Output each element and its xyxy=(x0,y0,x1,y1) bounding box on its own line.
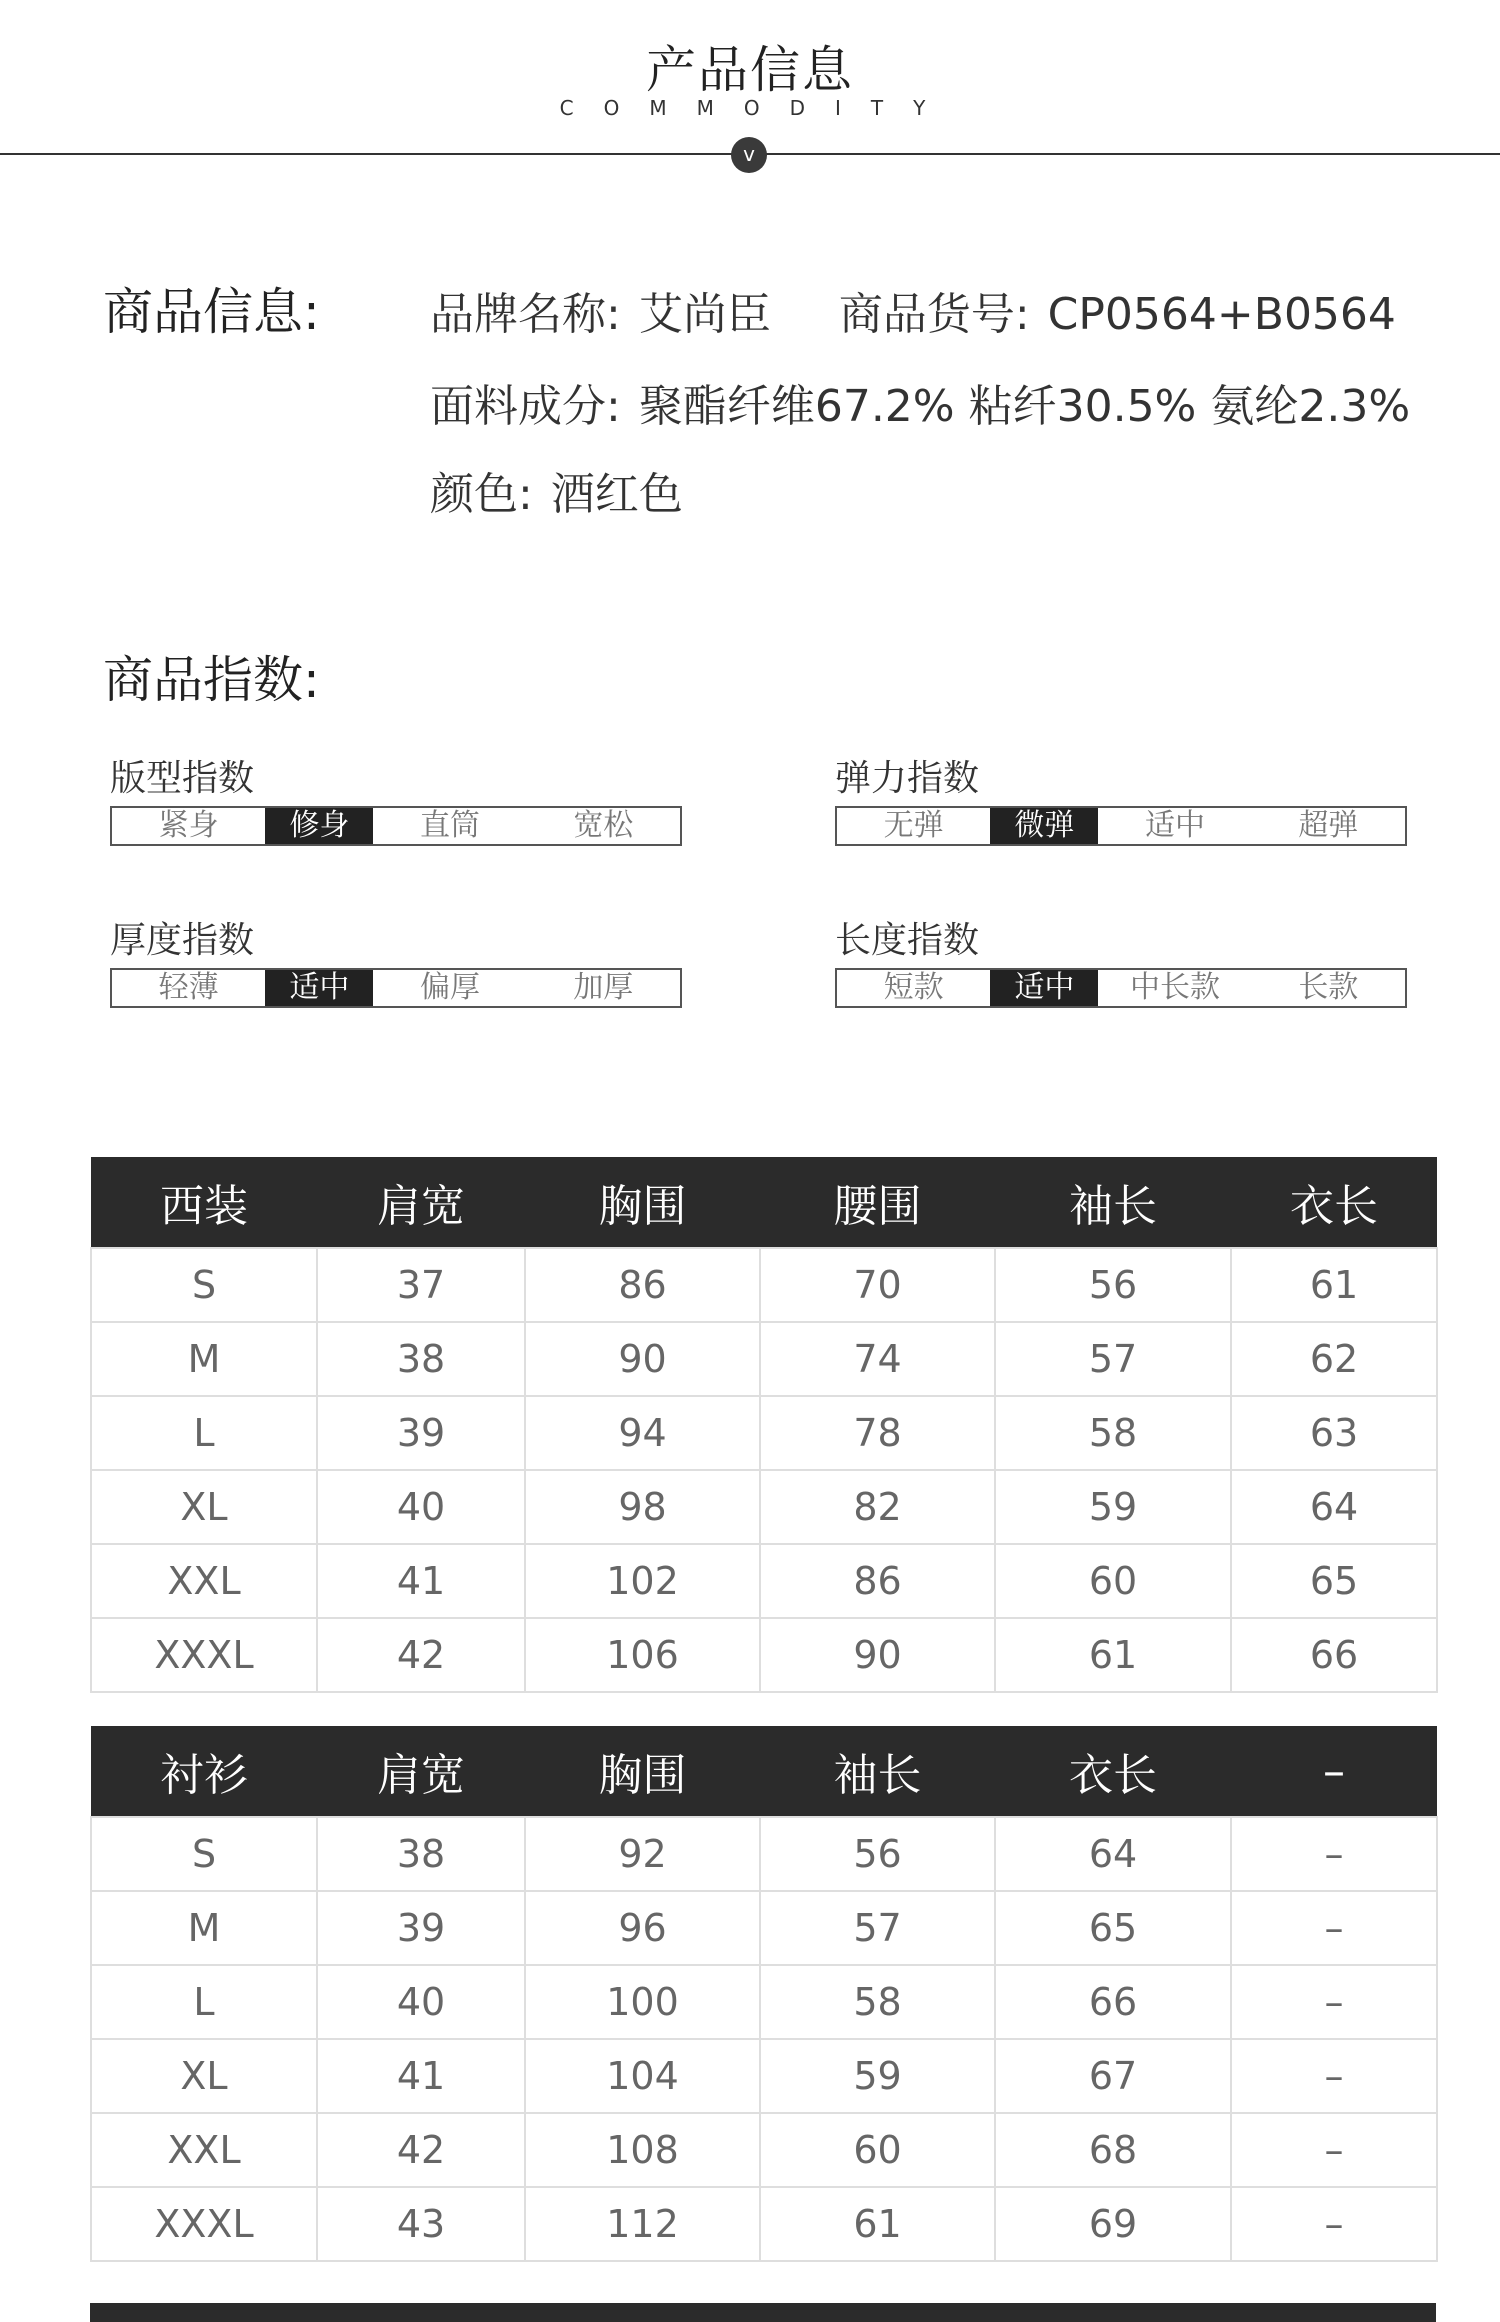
table-cell: 38 xyxy=(317,1817,525,1891)
index-label: 厚度指数 xyxy=(110,920,255,961)
table-cell: – xyxy=(1231,2039,1437,2113)
chevron-down-icon: v xyxy=(731,137,767,173)
index-scale xyxy=(110,968,682,1008)
table-cell: 63 xyxy=(1231,1396,1437,1470)
table-cell: 64 xyxy=(1231,1470,1437,1544)
table-cell: 74 xyxy=(760,1322,995,1396)
table-cell: 42 xyxy=(317,1618,525,1692)
table-cell: 65 xyxy=(995,1891,1231,1965)
table-cell: 66 xyxy=(1231,1618,1437,1692)
color-line xyxy=(430,458,683,522)
table-cell: – xyxy=(1231,2113,1437,2187)
table-row xyxy=(91,1965,1437,2039)
column-header: 衣长 xyxy=(1231,1157,1437,1248)
suit-size-table xyxy=(90,1157,1438,1693)
table-cell: 112 xyxy=(525,2187,760,2261)
index-option: 直筒 xyxy=(419,808,480,843)
table-cell: 39 xyxy=(317,1891,525,1965)
index-label: 弹力指数 xyxy=(835,758,980,799)
index-option: 长款 xyxy=(1298,970,1359,1005)
column-header: 衬衫 xyxy=(91,1726,317,1817)
column-header: 袖长 xyxy=(995,1157,1231,1248)
fabric-label: 面料成分: xyxy=(430,381,621,432)
table-header-row xyxy=(91,1157,1437,1248)
length-index xyxy=(835,912,1407,1008)
index-option: 偏厚 xyxy=(419,970,480,1005)
table-cell: 40 xyxy=(317,1965,525,2039)
index-option: 修身 xyxy=(265,808,373,844)
table-cell: 108 xyxy=(525,2113,760,2187)
index-option: 微弹 xyxy=(990,808,1098,844)
table-cell: 70 xyxy=(760,1248,995,1322)
table-row xyxy=(91,1817,1437,1891)
index-option: 短款 xyxy=(883,970,944,1005)
table-cell: 61 xyxy=(1231,1248,1437,1322)
fabric-line xyxy=(430,370,1410,434)
table-cell: S xyxy=(91,1817,317,1891)
table-cell: 57 xyxy=(760,1891,995,1965)
index-option: 超弹 xyxy=(1298,808,1359,843)
table-cell: 82 xyxy=(760,1470,995,1544)
table-cell: – xyxy=(1231,2187,1437,2261)
index-heading: 商品指数: xyxy=(103,651,320,709)
fabric-value: 聚酯纤维67.2% 粘纤30.5% 氨纶2.3% xyxy=(638,381,1411,432)
table-cell: 59 xyxy=(995,1470,1231,1544)
table-cell: L xyxy=(91,1965,317,2039)
index-label: 版型指数 xyxy=(110,758,255,799)
table-cell: XXXL xyxy=(91,2187,317,2261)
table-cell: XXL xyxy=(91,2113,317,2187)
table-row xyxy=(91,1396,1437,1470)
column-header: 衣长 xyxy=(995,1726,1231,1817)
index-option: 轻薄 xyxy=(158,970,219,1005)
table-cell: 43 xyxy=(317,2187,525,2261)
table-cell: 100 xyxy=(525,1965,760,2039)
elasticity-index xyxy=(835,750,1407,846)
page-subtitle: COMMODITY xyxy=(559,96,956,120)
table-cell: 40 xyxy=(317,1470,525,1544)
table-cell: 78 xyxy=(760,1396,995,1470)
table-cell: 58 xyxy=(995,1396,1231,1470)
column-header: 西装 xyxy=(91,1157,317,1248)
table-cell: 86 xyxy=(525,1248,760,1322)
table-cell: XL xyxy=(91,2039,317,2113)
shirt-size-table xyxy=(90,1726,1438,2262)
table-cell: 90 xyxy=(760,1618,995,1692)
sku-label: 商品货号: xyxy=(838,289,1030,340)
column-header: 肩宽 xyxy=(317,1726,525,1817)
brand-label: 品牌名称: xyxy=(430,289,621,340)
table-cell: – xyxy=(1231,1817,1437,1891)
table-cell: 58 xyxy=(760,1965,995,2039)
table-cell: – xyxy=(1231,1891,1437,1965)
table-cell: 60 xyxy=(995,1544,1231,1618)
table-cell: 57 xyxy=(995,1322,1231,1396)
table-cell: M xyxy=(91,1322,317,1396)
table-cell: 64 xyxy=(995,1817,1231,1891)
table-row xyxy=(91,1544,1437,1618)
column-header: 胸围 xyxy=(525,1726,760,1817)
brand-value: 艾尚臣 xyxy=(638,289,771,340)
index-label: 长度指数 xyxy=(835,920,980,961)
index-scale xyxy=(110,806,682,846)
index-scale xyxy=(835,806,1407,846)
index-option: 中长款 xyxy=(1129,970,1220,1005)
page-title: 产品信息 xyxy=(646,41,854,99)
color-value: 酒红色 xyxy=(550,469,683,520)
table-row xyxy=(91,2113,1437,2187)
table-cell: 65 xyxy=(1231,1544,1437,1618)
index-option: 紧身 xyxy=(158,808,219,843)
table-cell: XXXL xyxy=(91,1618,317,1692)
table-cell: 90 xyxy=(525,1322,760,1396)
table-row xyxy=(91,1322,1437,1396)
table-cell: S xyxy=(91,1248,317,1322)
fit-index xyxy=(110,750,682,846)
table-cell: 61 xyxy=(760,2187,995,2261)
table-cell: 104 xyxy=(525,2039,760,2113)
table-cell: 41 xyxy=(317,1544,525,1618)
table-cell: 86 xyxy=(760,1544,995,1618)
product-info-heading: 商品信息: xyxy=(103,283,320,341)
table-cell: 42 xyxy=(317,2113,525,2187)
table-row xyxy=(91,1891,1437,1965)
table-cell: 56 xyxy=(760,1817,995,1891)
table-cell: XL xyxy=(91,1470,317,1544)
table-cell: XXL xyxy=(91,1544,317,1618)
table-cell: M xyxy=(91,1891,317,1965)
table-cell: 39 xyxy=(317,1396,525,1470)
table-cell: 98 xyxy=(525,1470,760,1544)
table-cell: 60 xyxy=(760,2113,995,2187)
column-header: 肩宽 xyxy=(317,1157,525,1248)
table-cell: 92 xyxy=(525,1817,760,1891)
table-cell: 37 xyxy=(317,1248,525,1322)
column-header: 腰围 xyxy=(760,1157,995,1248)
index-option: 适中 xyxy=(265,970,373,1006)
table-cell: 61 xyxy=(995,1618,1231,1692)
table-row xyxy=(91,1470,1437,1544)
index-scale xyxy=(835,968,1407,1008)
index-option: 宽松 xyxy=(573,808,634,843)
table-cell: 62 xyxy=(1231,1322,1437,1396)
table-cell: – xyxy=(1231,1965,1437,2039)
table-cell: 106 xyxy=(525,1618,760,1692)
index-option: 适中 xyxy=(1144,808,1205,843)
table-cell: 67 xyxy=(995,2039,1231,2113)
index-option: 加厚 xyxy=(573,970,634,1005)
table-cell: 59 xyxy=(760,2039,995,2113)
next-table-header-bar xyxy=(90,2303,1436,2322)
table-row xyxy=(91,1248,1437,1322)
sku-value: CP0564+B0564 xyxy=(1047,289,1396,340)
column-header: 袖长 xyxy=(760,1726,995,1817)
table-cell: 102 xyxy=(525,1544,760,1618)
table-cell: 56 xyxy=(995,1248,1231,1322)
table-cell: 41 xyxy=(317,2039,525,2113)
column-header: 胸围 xyxy=(525,1157,760,1248)
thickness-index xyxy=(110,912,682,1008)
table-cell: 68 xyxy=(995,2113,1231,2187)
table-cell: 38 xyxy=(317,1322,525,1396)
table-row xyxy=(91,2187,1437,2261)
brand-sku-line xyxy=(430,278,1396,342)
column-header: – xyxy=(1231,1726,1437,1817)
index-option: 适中 xyxy=(990,970,1098,1006)
table-row xyxy=(91,2039,1437,2113)
table-cell: L xyxy=(91,1396,317,1470)
table-header-row xyxy=(91,1726,1437,1817)
table-cell: 94 xyxy=(525,1396,760,1470)
table-cell: 96 xyxy=(525,1891,760,1965)
table-cell: 69 xyxy=(995,2187,1231,2261)
index-option: 无弹 xyxy=(883,808,944,843)
table-cell: 66 xyxy=(995,1965,1231,2039)
table-row xyxy=(91,1618,1437,1692)
color-label: 颜色: xyxy=(430,469,533,520)
